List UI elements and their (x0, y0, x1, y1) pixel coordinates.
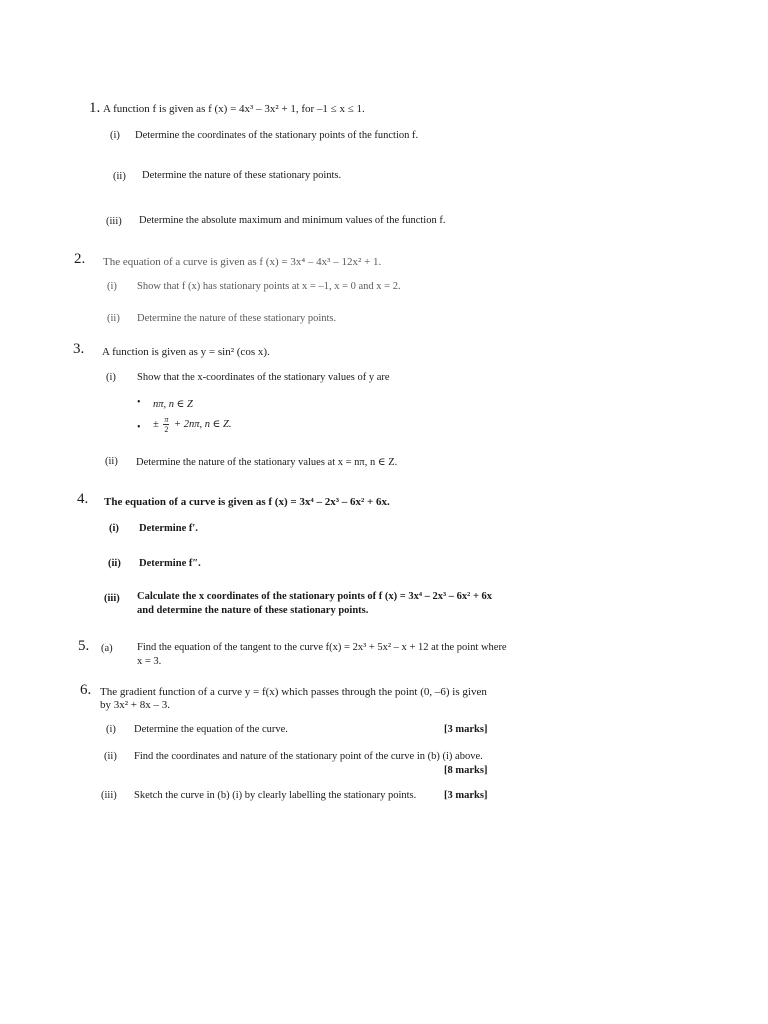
fraction-denominator: 2 (164, 425, 169, 434)
q3-bullet-2 (153, 415, 232, 434)
q6-part-ii-text: Find the coordinates and nature of the stationary point of the curve in (b) (i) above. (134, 751, 483, 762)
q1-part-i-text: Determine the coordinates of the stationary points of the function f. (135, 130, 419, 141)
q4-part-iii-text-line2: and determine the nature of these stationary points. (137, 605, 369, 616)
q5-part-a-text: Find the equation of the tangent to the curve f(x) = 2x³ + 5x² – x + 12 at the point where (137, 642, 507, 653)
q3-bullet-2-marker: • (137, 422, 141, 433)
q3-part-i-text: Show that the x-coordinates of the stationary values of y are (137, 372, 390, 383)
q2-part-i-text: Show that f (x) has stationary points at x = –1, x = 0 and x = 2. (137, 281, 401, 292)
q3-bullet-2-suffix: + 2nπ, n ∈ Z. (174, 418, 232, 430)
q1-part-i-label: (i) (110, 130, 120, 141)
q3-bullet-1-marker: • (137, 397, 141, 408)
q4-part-iii-text: Calculate the x coordinates of the stationary points of f (x) = 3x⁴ – 2x³ – 6x² + 6x (137, 591, 493, 602)
question-2-stem: The equation of a curve is given as f (x) = 3x⁴ – 4x³ – 12x² + 1. (103, 256, 382, 268)
fraction-numerator: π (164, 415, 169, 424)
question-4-stem: The equation of a curve is given as f (x) = 3x⁴ – 2x³ – 6x² + 6x. (104, 496, 390, 508)
question-6-stem: The gradient function of a curve y = f(x) which passes through the point (0, –6) is given (100, 686, 487, 698)
q5-part-a-text-line2: x = 3. (137, 656, 162, 667)
q3-bullet-2-prefix: ± (153, 418, 159, 430)
q6-part-ii-marks: [8 marks] (444, 765, 488, 776)
question-4-number: 4. (77, 491, 89, 507)
question-6-stem-line2: by 3x² + 8x – 3. (100, 699, 171, 711)
q5-part-a-label: (a) (101, 643, 113, 654)
question-3-number: 3. (73, 341, 85, 357)
q6-part-iii-marks: [3 marks] (444, 790, 488, 801)
q2-part-ii-label: (ii) (107, 313, 120, 324)
q6-part-i-label: (i) (106, 724, 116, 735)
q4-part-i-text: Determine f′. (139, 523, 198, 534)
question-1-number: 1. (89, 100, 101, 116)
q1-part-iii-label: (iii) (106, 216, 122, 227)
q4-part-i-label: (i) (109, 523, 119, 534)
q6-part-ii-label: (ii) (104, 751, 117, 762)
q3-bullet-1-text: nπ, n ∈ Z (153, 399, 193, 410)
question-2-number: 2. (74, 251, 86, 267)
pi-over-2-fraction (163, 415, 169, 434)
question-1-stem: A function f is given as f (x) = 4x³ – 3x² + 1, for –1 ≤ x ≤ 1. (103, 103, 365, 115)
q6-part-iii-text: Sketch the curve in (b) (i) by clearly labelling the stationary points. (134, 790, 417, 801)
q2-part-i-label: (i) (107, 281, 117, 292)
q2-part-ii-text: Determine the nature of these stationary points. (137, 313, 337, 324)
question-3-stem: A function is given as y = sin² (cos x). (102, 346, 270, 358)
q6-part-iii-label: (iii) (101, 790, 117, 801)
q3-part-ii-label: (ii) (105, 456, 118, 467)
question-6-number: 6. (80, 682, 92, 698)
q1-part-ii-label: (ii) (113, 171, 126, 182)
q4-part-ii-label: (ii) (108, 558, 121, 569)
q4-part-ii-text: Determine f″. (139, 558, 201, 569)
q3-part-i-label: (i) (106, 372, 116, 383)
q4-part-iii-label: (iii) (104, 593, 120, 604)
question-5-number: 5. (78, 638, 90, 654)
q6-part-i-marks: [3 marks] (444, 724, 488, 735)
q6-part-i-text: Determine the equation of the curve. (134, 724, 288, 735)
q3-part-ii-text: Determine the nature of the stationary values at x = nπ, n ∈ Z. (136, 457, 398, 468)
q1-part-iii-text: Determine the absolute maximum and minimum values of the function f. (139, 215, 446, 226)
q1-part-ii-text: Determine the nature of these stationary points. (142, 170, 342, 181)
